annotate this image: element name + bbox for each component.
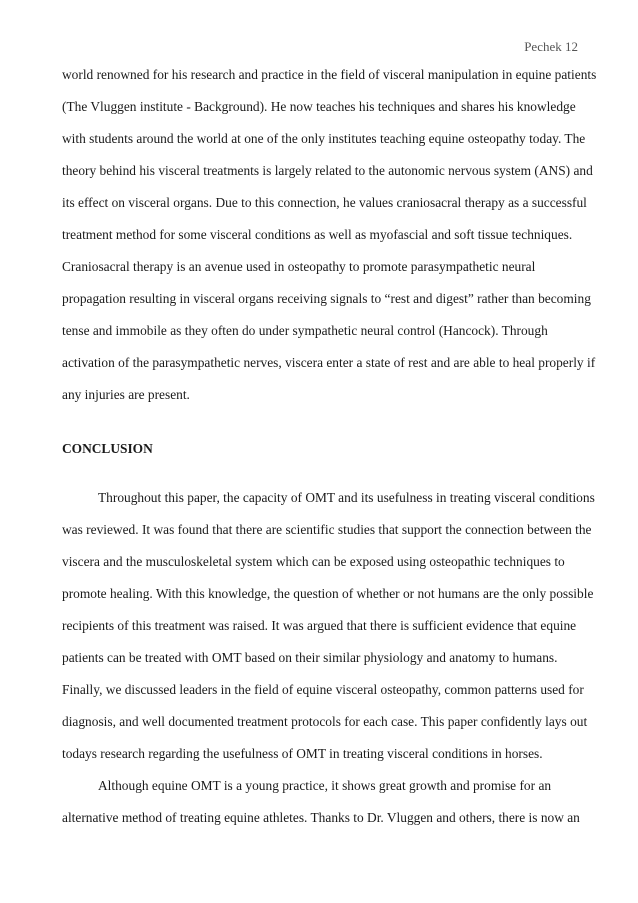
- body-line: Throughout this paper, the capacity of OMT and its usefulness in treating visceral conditions: [98, 490, 595, 505]
- body-line: activation of the parasympathetic nerves, viscera enter a state of rest and are able to heal properly if: [62, 355, 596, 370]
- body-line: Finally, we discussed leaders in the field of equine visceral osteopathy, common patterns used for: [62, 682, 584, 697]
- section-heading: CONCLUSION: [62, 441, 153, 456]
- body-line: Craniosacral therapy is an avenue used in osteopathy to promote parasympathetic neural: [62, 259, 536, 274]
- body-line: recipients of this treatment was raised. It was argued that there is sufficient evidence that equine: [62, 618, 577, 633]
- body-line: any injuries are present.: [62, 387, 190, 402]
- body-line: (The Vluggen institute - Background). He now teaches his techniques and shares his knowledge: [62, 99, 576, 114]
- body-line: treatment method for some visceral conditions as well as myofascial and soft tissue techniques.: [62, 227, 573, 242]
- body-line: was reviewed. It was found that there are scientific studies that support the connection between the: [62, 522, 592, 537]
- body-line: with students around the world at one of the only institutes teaching equine osteopathy today. The: [62, 131, 586, 146]
- body-line: viscera and the musculoskeletal system which can be exposed using osteopathic techniques to: [62, 554, 565, 569]
- body-line: propagation resulting in visceral organs receiving signals to “rest and digest” rather than becoming: [62, 291, 591, 306]
- body-line: world renowned for his research and practice in the field of visceral manipulation in equine patients: [62, 67, 597, 82]
- running-head: Pechek 12: [524, 39, 578, 54]
- body-line: alternative method of treating equine athletes. Thanks to Dr. Vluggen and others, there is now an: [62, 810, 580, 825]
- body-line: diagnosis, and well documented treatment protocols for each case. This paper confidently lays out: [62, 714, 588, 729]
- body-line: todays research regarding the usefulness of OMT in treating visceral conditions in horses.: [62, 746, 543, 761]
- body-line: promote healing. With this knowledge, the question of whether or not humans are the only possible: [62, 586, 594, 601]
- body-line: its effect on visceral organs. Due to this connection, he values craniosacral therapy as a successful: [62, 195, 587, 210]
- body-line: theory behind his visceral treatments is largely related to the autonomic nervous system (ANS) and: [62, 163, 593, 178]
- body-line: Although equine OMT is a young practice, it shows great growth and promise for an: [98, 778, 552, 793]
- body-line: patients can be treated with OMT based on their similar physiology and anatomy to humans.: [62, 650, 558, 665]
- body-line: tense and immobile as they often do under sympathetic neural control (Hancock). Through: [62, 323, 548, 338]
